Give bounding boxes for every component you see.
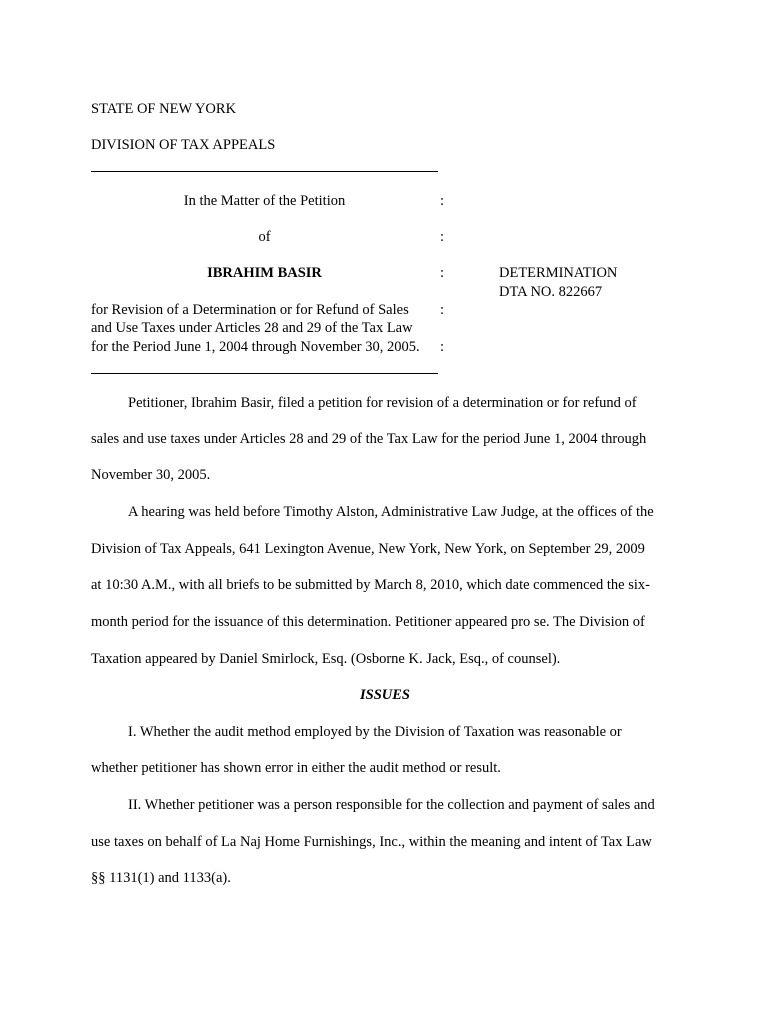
paragraph-line: sales and use taxes under Articles 28 and 29 of the Tax Law for the period June 1, 2004 through [91, 431, 647, 447]
caption-matter: In the Matter of the Petition [183, 193, 346, 209]
state-heading: STATE OF NEW YORK [91, 101, 237, 117]
caption-for-line: for Revision of a Determination or for Refund of Sales [91, 302, 409, 318]
dta-number: DTA NO. 822667 [499, 284, 603, 300]
division-heading: DIVISION OF TAX APPEALS [91, 137, 276, 153]
paragraph-line: A hearing was held before Timothy Alston, Administrative Law Judge, at the offices of the [128, 504, 654, 520]
caption-colon: : [440, 302, 445, 318]
caption-petitioner-name: IBRAHIM BASIR [207, 265, 322, 281]
issue-line: §§ 1131(1) and 1133(a). [91, 870, 231, 886]
paragraph-line: at 10:30 A.M., with all briefs to be submitted by March 8, 2010, which date commenced the six- [91, 577, 650, 593]
caption-colon: : [440, 265, 445, 281]
caption-colon: : [440, 339, 445, 355]
issue-line: II. Whether petitioner was a person responsible for the collection and payment of sales and [128, 797, 655, 813]
issue-line: whether petitioner has shown error in either the audit method or result. [91, 760, 501, 776]
caption-top-rule [91, 171, 438, 172]
caption-colon: : [440, 193, 445, 209]
caption-of: of [258, 229, 271, 245]
caption-bottom-rule [91, 373, 438, 374]
caption-for-line: and Use Taxes under Articles 28 and 29 of the Tax Law [91, 320, 413, 336]
issue-line: use taxes on behalf of La Naj Home Furnishings, Inc., within the meaning and intent of Tax Law [91, 834, 652, 850]
paragraph-line: Taxation appeared by Daniel Smirlock, Esq. (Osborne K. Jack, Esq., of counsel). [91, 651, 561, 667]
paragraph-line: month period for the issuance of this determination. Petitioner appeared pro se. The Division of [91, 614, 645, 630]
determination-label: DETERMINATION [499, 265, 618, 281]
paragraph-line: Division of Tax Appeals, 641 Lexington Avenue, New York, New York, on September 29, 2009 [91, 541, 645, 557]
paragraph-line: November 30, 2005. [91, 467, 211, 483]
issue-line: I. Whether the audit method employed by the Division of Taxation was reasonable or [128, 724, 622, 740]
issues-heading: ISSUES [360, 687, 410, 703]
caption-colon: : [440, 229, 445, 245]
caption-for-line: for the Period June 1, 2004 through November 30, 2005. [91, 339, 420, 355]
paragraph-line: Petitioner, Ibrahim Basir, filed a petition for revision of a determination or for refund of [128, 395, 637, 411]
